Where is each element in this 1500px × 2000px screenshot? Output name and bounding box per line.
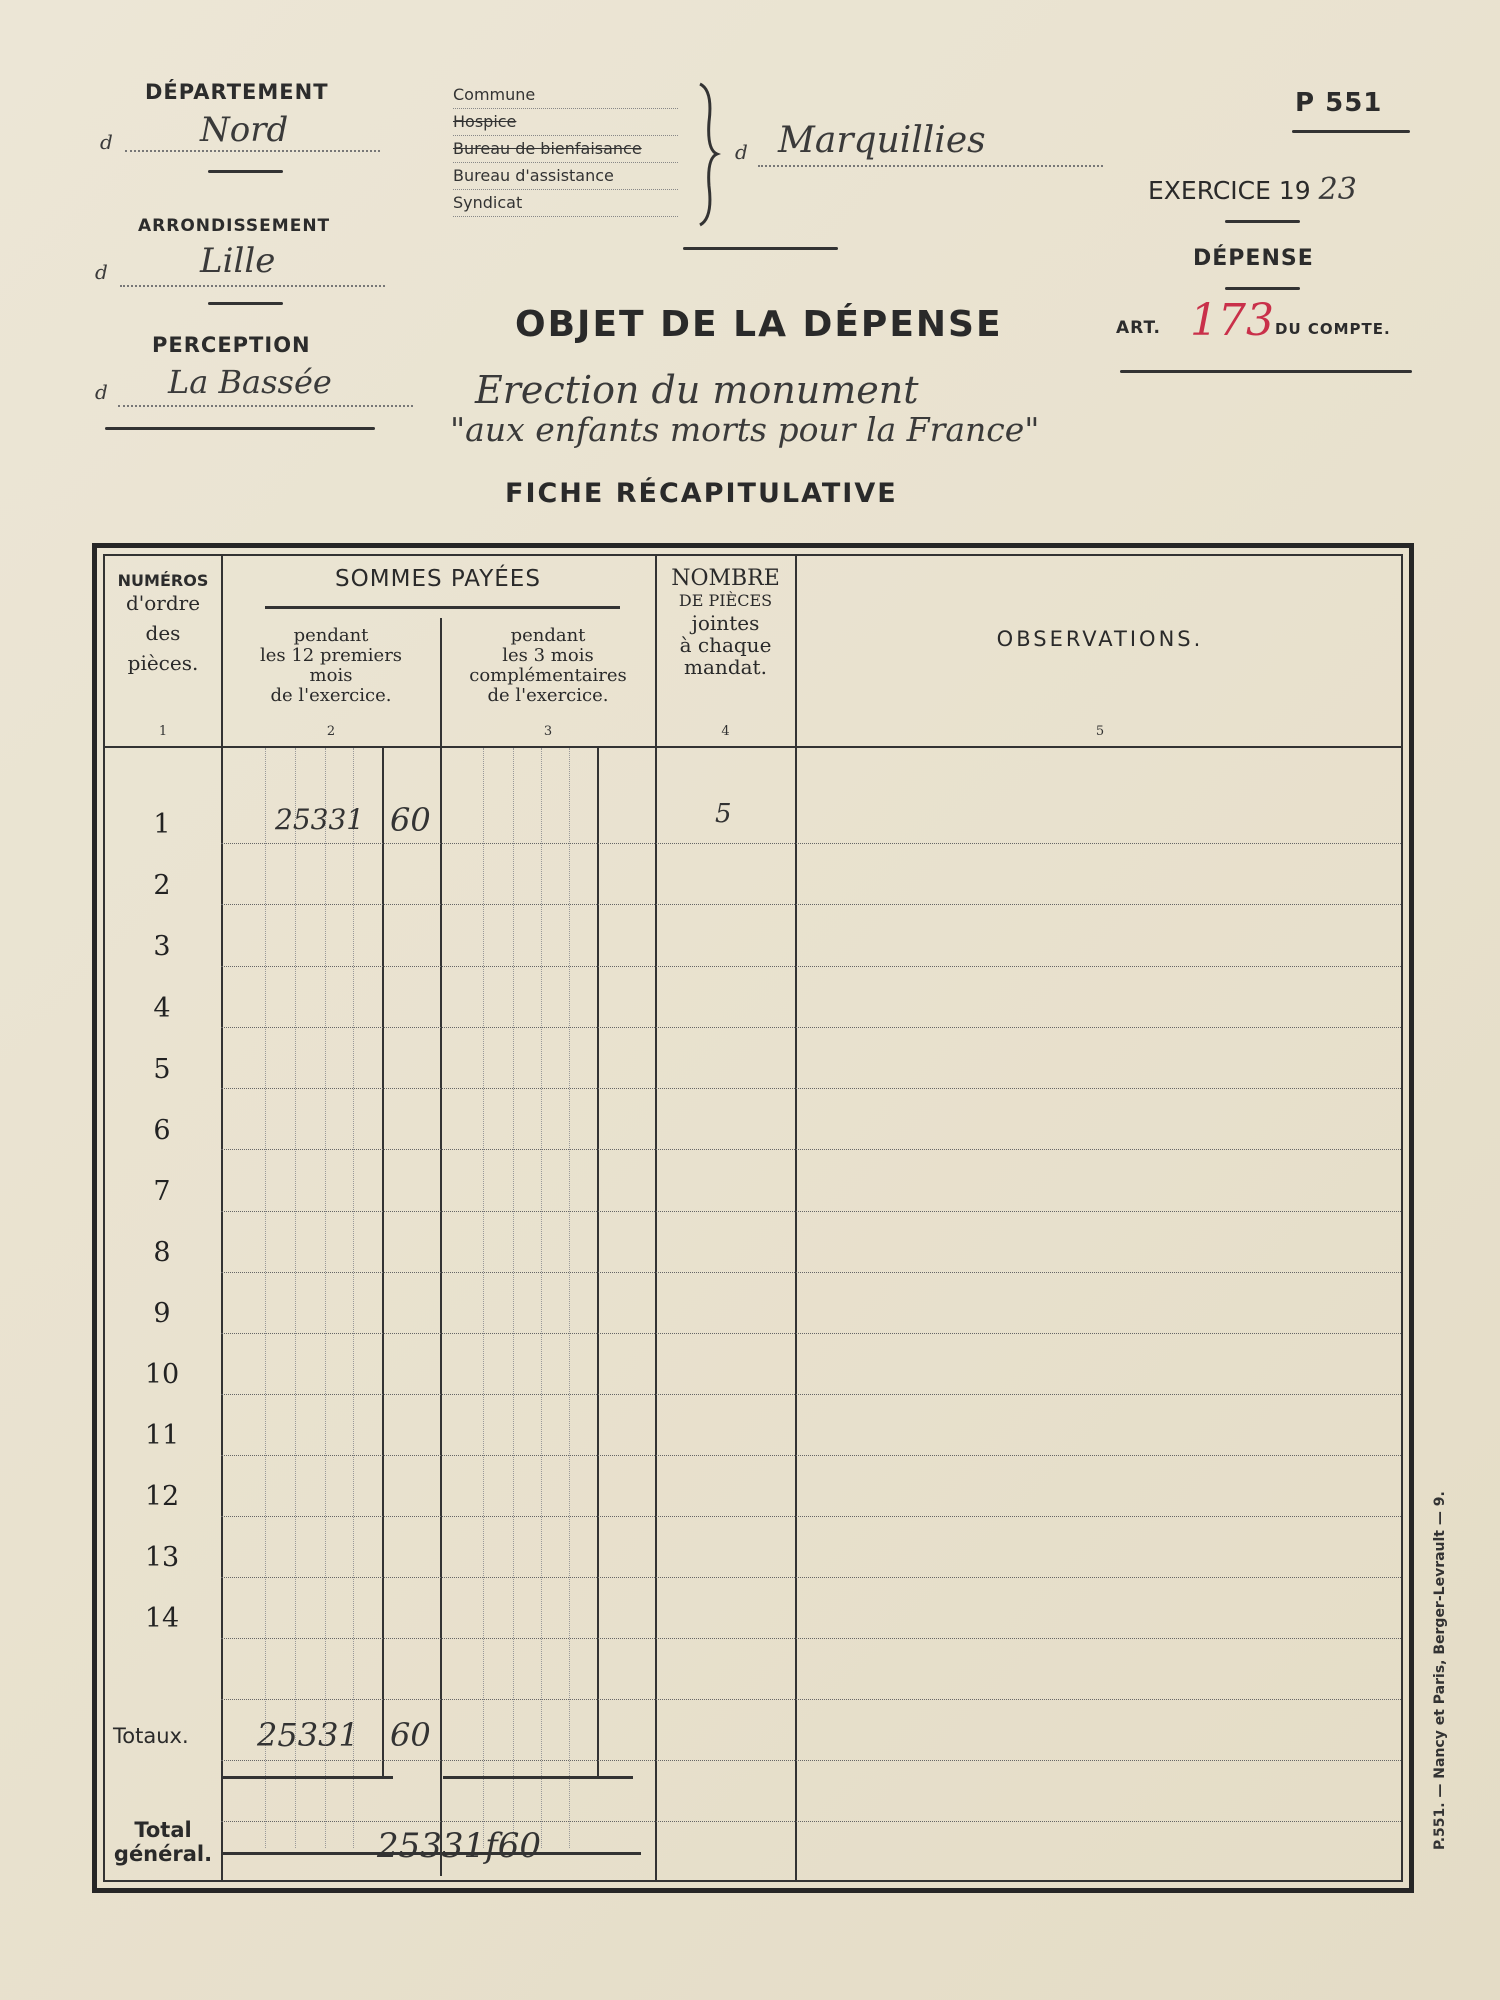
- arrondissement-label: ARRONDISSEMENT: [138, 216, 331, 236]
- row-number: 12: [144, 1481, 180, 1512]
- row1-amount-francs: 25331: [275, 803, 365, 836]
- perception-field: [118, 365, 413, 407]
- col-number-1: 1: [158, 724, 168, 739]
- row-number: 13: [144, 1542, 180, 1573]
- perception-label: PERCEPTION: [152, 333, 311, 357]
- art-value: 173: [1190, 295, 1274, 346]
- commune-value: Marquillies: [778, 120, 986, 161]
- row-number: 14: [144, 1603, 180, 1634]
- departement-prefix: d: [100, 130, 113, 154]
- col-number-2: 2: [326, 724, 336, 739]
- printer-note: P.551. — Nancy et Paris, Berger-Levrault — 9.: [1432, 1491, 1448, 1850]
- divider: [1225, 220, 1300, 223]
- recap-table: [92, 543, 1414, 1893]
- sommes-header: SOMMES PAYÉES: [335, 566, 541, 592]
- row1-pieces: 5: [715, 799, 732, 829]
- row-number: 5: [153, 1054, 171, 1085]
- row-number: 9: [153, 1298, 171, 1329]
- depense-label: DÉPENSE: [1193, 246, 1314, 271]
- commune-types: [453, 82, 678, 217]
- total-general-label: Total général.: [113, 1818, 213, 1866]
- col-number-5: 5: [1095, 724, 1105, 739]
- col3-header: pendant les 3 mois complémentaires de l'exercice.: [469, 625, 627, 706]
- row-number: 1: [153, 809, 171, 840]
- divider: [683, 247, 838, 250]
- form-code: P 551: [1295, 88, 1383, 118]
- commune-type-syndicat: Syndicat: [453, 190, 678, 217]
- exercice: [1148, 172, 1357, 207]
- commune-prefix: d: [735, 140, 748, 164]
- arrondissement-prefix: d: [95, 260, 108, 284]
- totaux-francs: 25331: [257, 1716, 359, 1754]
- col-number-3: 3: [543, 724, 553, 739]
- divider: [1120, 370, 1412, 373]
- col-number-4: 4: [721, 724, 730, 739]
- divider: [208, 302, 283, 305]
- arrondissement-value: Lille: [200, 241, 276, 281]
- commune-type-hospice: Hospice: [453, 109, 678, 136]
- arrondissement-field: [120, 241, 385, 287]
- col2-header: pendant les 12 premiers mois de l'exercice.: [259, 625, 403, 706]
- row-number: 3: [153, 931, 171, 962]
- row-number: 2: [153, 870, 171, 901]
- row-number: 11: [144, 1420, 180, 1451]
- row-number: 6: [153, 1115, 171, 1146]
- divider: [208, 170, 283, 173]
- exercice-label: EXERCICE 19: [1148, 176, 1311, 205]
- totaux-label: Totaux.: [113, 1724, 189, 1748]
- commune-type-commune: Commune: [453, 82, 678, 109]
- row-number: 4: [153, 993, 171, 1024]
- commune-field: [758, 120, 1103, 167]
- brace-icon: [695, 82, 725, 227]
- divider: [1225, 287, 1300, 290]
- objet-line-1: Erection du monument: [475, 368, 919, 412]
- departement-value: Nord: [200, 110, 289, 150]
- table-inner: [103, 554, 1403, 1882]
- perception-value: La Bassée: [168, 363, 332, 401]
- objet-title: OBJET DE LA DÉPENSE: [515, 304, 1003, 345]
- perception-prefix: d: [95, 380, 108, 404]
- col4-header: NOMBRE DE PIÈCES jointes à chaque mandat.: [671, 566, 780, 679]
- divider: [105, 427, 375, 430]
- col5-header: OBSERVATIONS.: [996, 627, 1204, 651]
- commune-type-bureau-assistance: Bureau d'assistance: [453, 163, 678, 190]
- commune-type-bureau-bienfaisance: Bureau de bienfaisance: [453, 136, 678, 163]
- col1-header: NUMÉROS d'ordre des pièces.: [117, 571, 209, 675]
- departement-field: [125, 110, 380, 152]
- total-general-value: 25331f60: [377, 1826, 542, 1866]
- row-number: 8: [153, 1237, 171, 1268]
- departement-label: DÉPARTEMENT: [145, 80, 329, 104]
- divider: [1292, 130, 1410, 133]
- exercice-year: 23: [1318, 172, 1357, 207]
- row-number: 7: [153, 1176, 171, 1207]
- row1-amount-cents: 60: [390, 801, 431, 839]
- art-suffix: DU COMPTE.: [1275, 320, 1391, 338]
- row-number: 10: [144, 1359, 180, 1390]
- fiche-title: FICHE RÉCAPITULATIVE: [505, 478, 898, 509]
- totaux-cents: 60: [390, 1716, 431, 1754]
- art-label: ART.: [1116, 318, 1161, 338]
- objet-line-2: "aux enfants morts pour la France": [450, 410, 1040, 449]
